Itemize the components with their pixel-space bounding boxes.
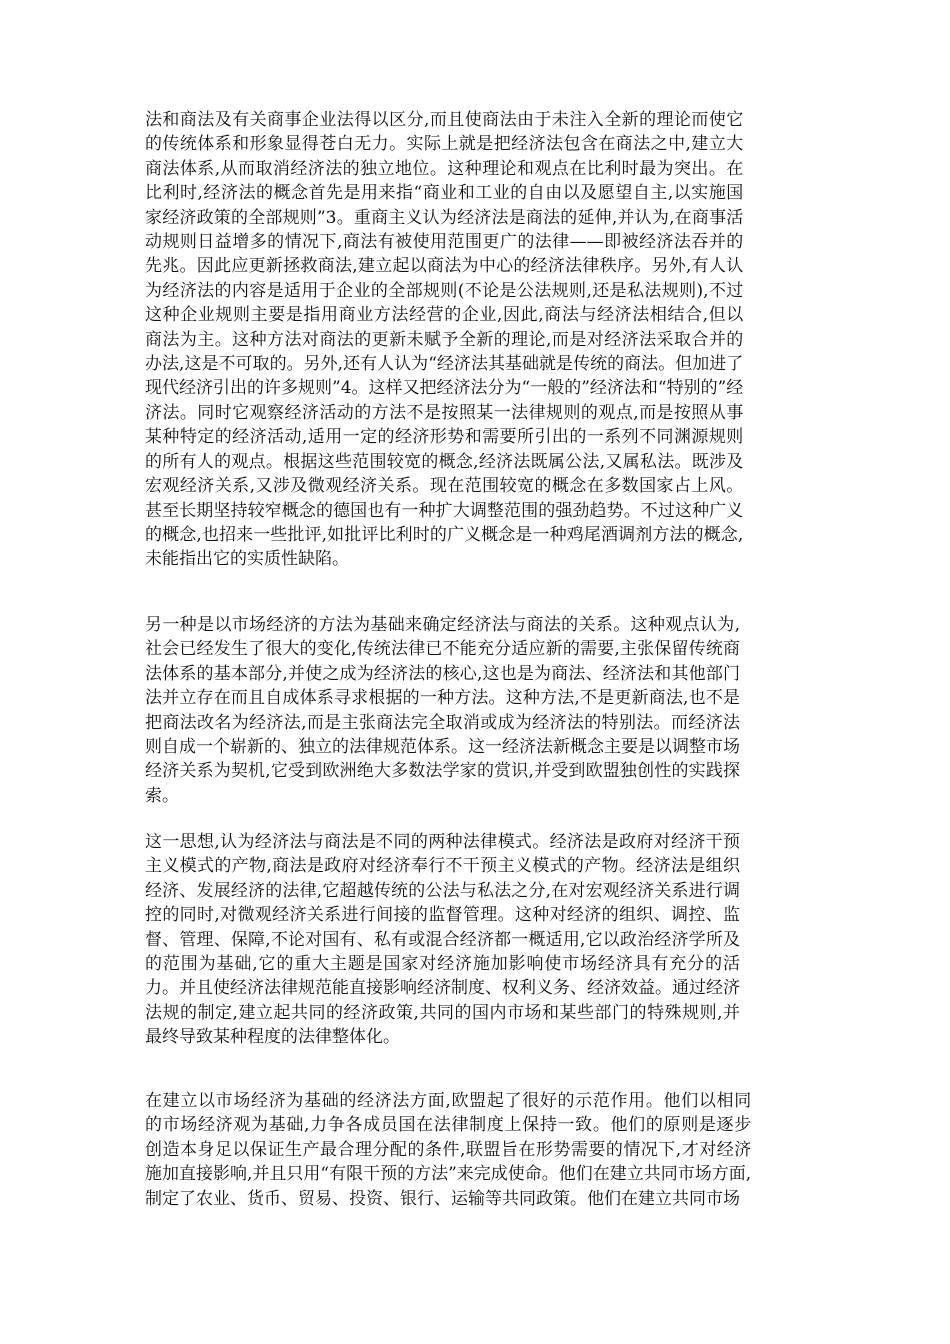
text-line: 现代经济引出的许多规则”4。这样又把经济法分为“一般的”经济法和“特别的”经: [145, 378, 744, 399]
text-line: 力。并且使经济法律规范能直接影响经济制度、权利义务、经济效益。通过经济: [145, 978, 740, 999]
text-line: 施加直接影响,并且只用“有限干预的方法”来完成使命。他们在建立共同市场方面,: [145, 1164, 752, 1185]
text-line: 这种企业规则主要是指用商业方法经营的企业,因此,商法与经济法相结合,但以: [145, 305, 744, 326]
text-line: 为经济法的内容是适用于企业的全部规则(不论是公法规则,还是私法规则),不过: [145, 280, 744, 301]
text-line: 经济关系为契机,它受到欧洲绝大多数法学家的赏识,并受到欧盟独创性的实践探: [145, 761, 740, 782]
text-line: 甚至长期坚持较窄概念的德国也有一种扩大调整范围的强劲趋势。不过这种广义: [145, 500, 744, 521]
text-line: 的概念,也招来一些批评,如批评比利时的广义概念是一种鸡尾酒调剂方法的概念,: [145, 524, 744, 545]
text-line: 的传统体系和形象显得苍白无力。实际上就是把经济法包含在商法之中,建立大: [145, 134, 744, 155]
text-line: 则自成一个崭新的、独立的法律规范体系。这一经济法新概念主要是以调整市场: [145, 737, 740, 758]
text-line: 在建立以市场经济为基础的经济法方面,欧盟起了很好的示范作用。他们以相同: [145, 1091, 752, 1111]
paragraph-market-economy-method: [145, 613, 740, 808]
paragraph-two-legal-models: [145, 830, 740, 1050]
text-line: 先兆。因此应更新拯救商法,建立起以商法为中心的经济法律秩序。另外,有人认: [145, 256, 744, 277]
text-line: 动规则日益增多的情况下,商法有被使用范围更广的法律——即被经济法吞并的: [145, 232, 744, 253]
text-line: 的范围为基础,它的重大主题是国家对经济施加影响使市场经济具有充分的活: [145, 954, 740, 975]
text-line: 经济、发展经济的法律,它超越传统的公法与私法之分,在对宏观经济关系进行调: [145, 880, 740, 901]
text-line: 另一种是以市场经济的方法为基础来确定经济法与商法的关系。这种观点认为,: [145, 615, 740, 635]
text-line: 办法,这是不可取的。另外,还有人认为“经济法其基础就是传统的商法。但加进了: [145, 354, 744, 375]
text-line: 这一思想,认为经济法与商法是不同的两种法律模式。经济法是政府对经济干预: [145, 832, 740, 852]
text-line: 把商法改名为经济法,而是主张商法完全取消或成为经济法的特别法。而经济法: [145, 712, 740, 733]
text-line: 的市场经济观为基础,力争各成员国在法律制度上保持一致。他们的原则是逐步: [145, 1115, 752, 1136]
text-line: 法和商法及有关商事企业法得以区分,而且使商法由于未注入全新的理论而使它: [145, 110, 744, 130]
text-line: 法体系的基本部分,并使之成为经济法的核心,这也是为商法、经济法和其他部门: [145, 663, 740, 684]
text-line: 比利时,经济法的概念首先是用来指“商业和工业的自由以及愿望自主,以实施国: [145, 183, 744, 204]
text-line: 控的同时,对微观经济关系进行间接的监督管理。这种对经济的组织、调控、监: [145, 905, 740, 926]
text-line: 某种特定的经济活动,适用一定的经济形势和需要所引出的一系列不同渊源规则: [145, 427, 744, 448]
paragraph-eu-example: [145, 1089, 751, 1211]
text-line: 最终导致某种程度的法律整体化。: [145, 1027, 400, 1048]
text-line: 社会已经发生了很大的变化,传统法律已不能充分适应新的需要,主张保留传统商: [145, 639, 740, 660]
text-line: 督、管理、保障,不论对国有、私有或混合经济都一概适用,它以政治经济学所及: [145, 929, 740, 950]
text-line: 法并立存在而且自成体系寻求根据的一种方法。这种方法,不是更新商法,也不是: [145, 688, 740, 709]
text-line: 宏观经济关系,又涉及微观经济关系。现在范围较宽的概念在多数国家占上风。: [145, 476, 744, 497]
text-line: 济法。同时它观察经济活动的方法不是按照某一法律规则的观点,而是按照从事: [145, 402, 744, 423]
text-line: 制定了农业、货币、贸易、投资、银行、运输等共同政策。他们在建立共同市场: [145, 1188, 740, 1209]
text-line: 商法体系,从而取消经济法的独立地位。这种理论和观点在比利时最为突出。在: [145, 158, 744, 179]
text-line: 家经济政策的全部规则”3。重商主义认为经济法是商法的延伸,并认为,在商事活: [145, 207, 744, 228]
paragraph-commercial-law-scope: [145, 108, 743, 572]
text-line: 商法为主。这种方法对商法的更新未赋予全新的理论,而是对经济法采取合并的: [145, 329, 744, 350]
text-line: 的所有人的观点。根据这些范围较宽的概念,经济法既属公法,又属私法。既涉及: [145, 451, 744, 472]
text-line: 索。: [145, 785, 179, 806]
text-line: 创造本身足以保证生产最合理分配的条件,联盟旨在形势需要的情况下,才对经济: [145, 1139, 752, 1160]
text-line: 未能指出它的实质性缺陷。: [145, 549, 349, 570]
text-line: 主义模式的产物,商法是政府对经济奉行不干预主义模式的产物。经济法是组织: [145, 856, 740, 877]
text-line: 法规的制定,建立起共同的经济政策,共同的国内市场和某些部门的特殊规则,并: [145, 1002, 740, 1023]
